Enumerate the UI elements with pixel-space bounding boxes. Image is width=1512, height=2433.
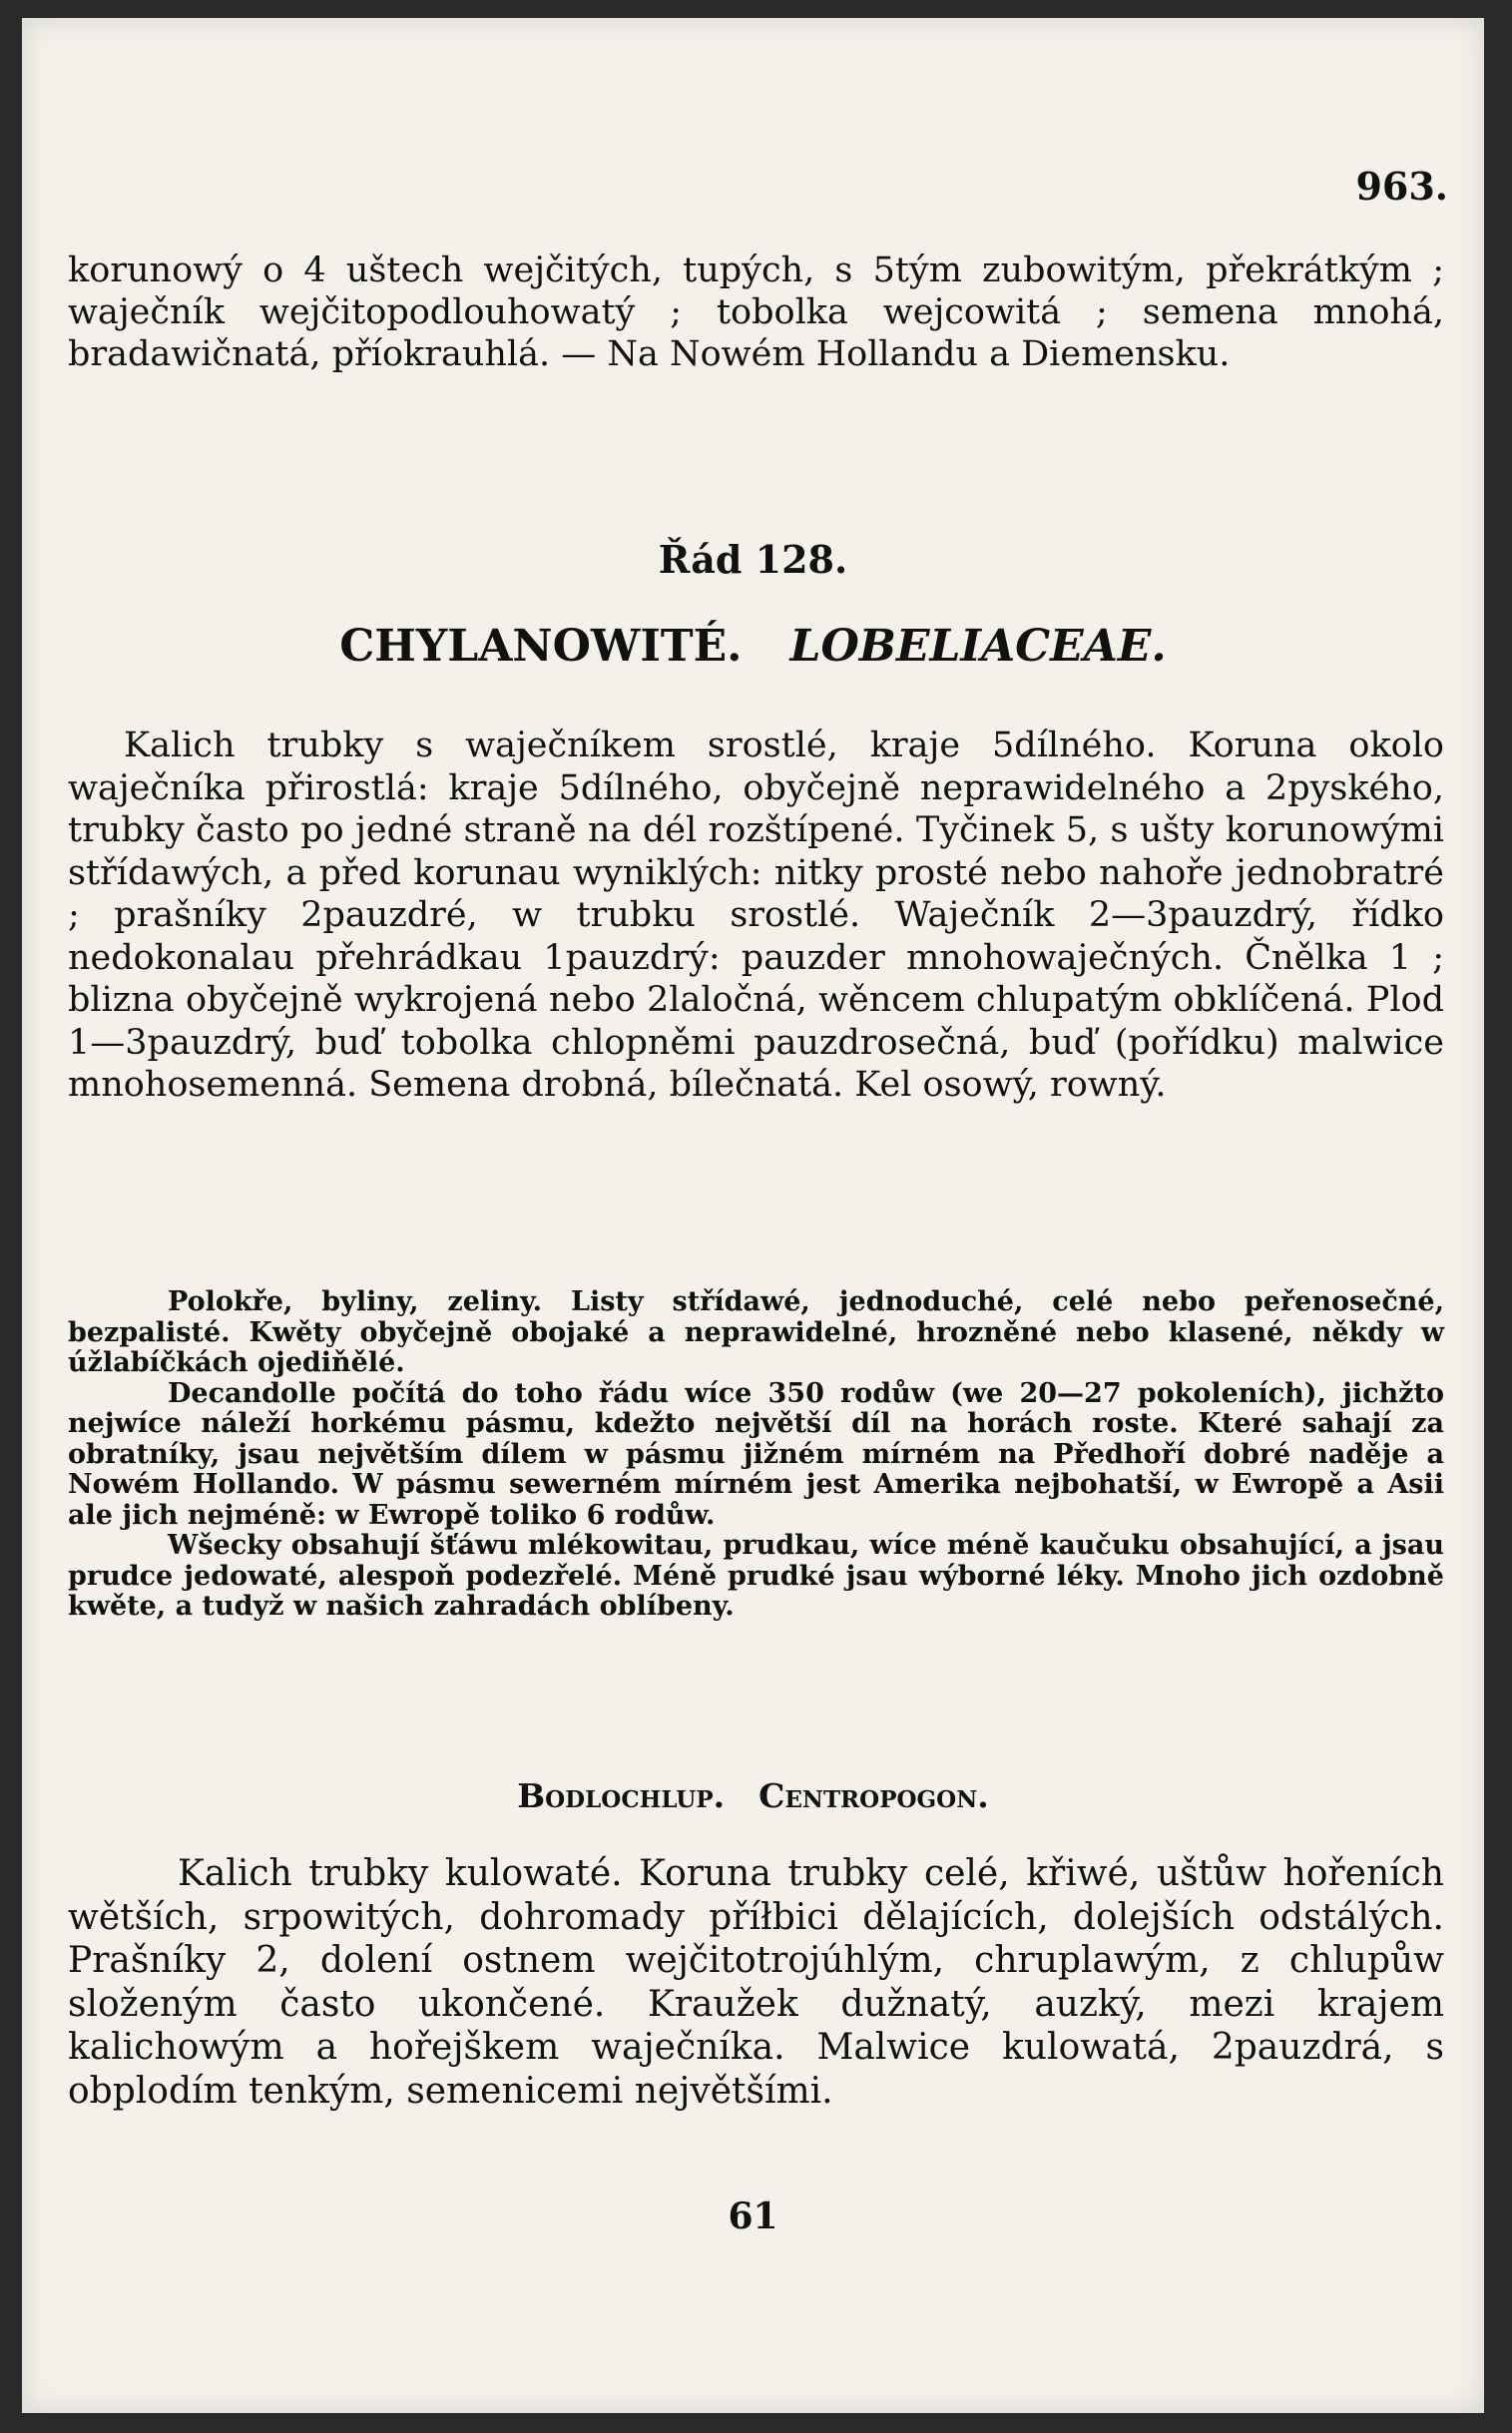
note-paragraph-properties: Wšecky obsahují šťáwu mlékowitau, prudkau, wíce méně kaučuku obsahující, a jsau prudce jedowaté, alespoň podezřelé. Méně prudké jsau wýborné léky. Mnoho jich ozdobně kwěte, a tudyž w našich zahradách oblíbeny. <box>68 1530 1444 1622</box>
genus-heading <box>22 1776 1484 1815</box>
order-description: Kalich trubky s waječníkem srostlé, kraje 5dílného. Koruna okolo waječníka přirostlá: kraje 5dílného, obyčejně neprawidelného a 2pyského, trubky často po jedné straně na dél rozštípené. Tyčinek 5, s ušty korunowými střídawých, a před korunau wyniklých: nitky prosté nebo nahoře jednobratré ; prašníky 2pauzdré, w trubku srostlé. Waječník 2—3pauzdrý, řídko nedokonalau přehrádkau 1pauzdrý: pauzder mnohowaječných. Čnělka 1 ; blizna obyčejně wykrojená nebo 2laločná, wěncem chlupatým obklíčená. Plod 1—3pauzdrý, buď tobolka chlopněmi pauzdrosečná, buď (pořídku) malwice mnohosemenná. Semena drobná, bílečnatá. Kel osowý, rowný. <box>68 726 1444 1105</box>
genus-description: Kalich trubky kulowaté. Koruna trubky celé, křiwé, uštůw hořeních wětších, srpowitých, dohromady příłbici dělajících, dolejších odstálých. Prašníky 2, dolení ostnem wejčitotrojúhlým, chruplawým, z chlupůw složeným často ukončené. Kraužek dužnatý, auzký, mezi krajem kalichowým a hořejškem waječníka. Malwice kulowatá, 2pauzdrá, s obplodím tenkým, semenicemi největšími. <box>68 1853 1444 2112</box>
order-czech-name: CHYLANOWITÉ. <box>339 621 743 672</box>
book-page <box>22 18 1484 2413</box>
intro-paragraph: korunowý o 4 uštech wejčitých, tupých, s 5tým zubowitým, překrátkým ; waječník wejčitopodlouhowatý ; tobolka wejcowitá ; semena mnohá, bradawičnatá, příokrauhlá. — Na Nowém Hollandu a Diemensku. <box>68 250 1444 374</box>
genus-latin-name: Centropogon. <box>758 1776 989 1815</box>
order-title <box>22 621 1484 672</box>
genus-czech-name: Bodlochlup. <box>517 1776 726 1815</box>
order-number-heading: Řád 128. <box>658 537 848 582</box>
page-number: 963. <box>1355 164 1448 209</box>
note-paragraph-distribution: Decandolle počítá do toho řádu wíce 350 rodůw (we 20—27 pokoleních), jichžto nejwíce náleží horkému pásmu, kdežto největší díl na horách roste. Které sahají za obratníky, jsau největším dílem w pásmu jižném mírném na Předhoří dobré naděje a Nowém Hollando. W pásmu sewerném mírném jest Amerika nejbohatší, w Ewropě a Asii ale jich nejméně: w Ewropě toliko 6 rodůw. <box>68 1377 1444 1531</box>
order-latin-name: LOBELIACEAE. <box>789 621 1167 672</box>
order-notes <box>68 1287 1444 1623</box>
note-paragraph-habit: Polokře, byliny, zeliny. Listy střídawé, jednoduché, celé nebo peřenosečné, bezpalisté. Kwěty obyčejně obojaké a neprawidelné, hrozněné nebo klasené, někdy w úžlabíčkách ojediňělé. <box>68 1286 1444 1378</box>
signature-mark: 61 <box>728 2195 778 2237</box>
